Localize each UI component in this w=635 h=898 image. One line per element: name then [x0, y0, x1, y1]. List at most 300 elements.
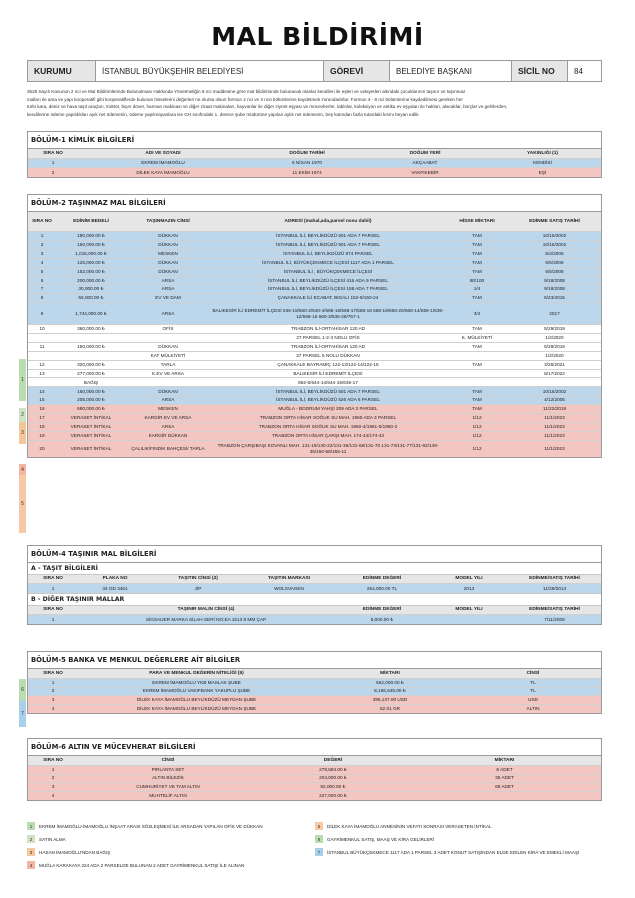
table-cell: TAM	[472, 233, 482, 239]
table-row	[28, 259, 601, 268]
legend-text: MUĞLA KARAKAYA 224 ADA 2 PARSELDE BULUNAN 2 ADET GAYRİMENKUL SATIŞI İLE ALINAN	[39, 862, 245, 868]
table-cell: İSTANBUL İLİ, BEYLİKDÜZÜ 501 ADA 7 PARSEL	[276, 233, 380, 239]
table-row	[28, 232, 601, 241]
table-row	[28, 285, 601, 294]
table-cell: 5/29/2019	[544, 344, 565, 350]
section-banka	[27, 651, 602, 714]
intro-line: türlü kara, deniz ve hava taşıt araçları, traktör, biçer döver, harman makinası ve diğer ziraat makinaları, hayvanlar ile diğer ziynet eşyası ve mücevherler, tablolar, koleksiyon ve antika ev eşyaları ile hakları, alacaklar, borçlar ve gelirlerden,	[27, 104, 508, 110]
table-cell: TAM	[472, 242, 482, 248]
column-header: MİKTARI	[380, 670, 400, 676]
column-header: EDİNİM BEDELİ	[73, 218, 109, 224]
table-cell: MUĞLA - BODRUM YAHŞİ 209 ADA 3 PARSEL	[278, 406, 378, 412]
table-cell: 1,015,000.00 ₺	[75, 250, 107, 256]
table-cell: 8,000.00 ₺	[370, 616, 394, 622]
table-cell: KARGİR EV VE ARSA	[144, 415, 192, 421]
table-cell: 278,584.00 ₺	[319, 766, 347, 772]
table-cell: 2	[40, 242, 44, 248]
table-cell: DÜKKAN	[158, 268, 178, 274]
side-marker-label: 5	[21, 501, 24, 507]
table-cell: 34 GD 3461	[102, 585, 128, 591]
intro-line: kendilerine ödeme yapıldıkları ayık net ödemenin, ödeme yapılmayanlara ise GH sınıfındaki 1. derece şube müdürüne yapılan aylık net ödemenin, beş katından fazla tutardaki kısmı beyan edilir.	[27, 111, 420, 117]
table-row	[28, 361, 601, 370]
legend-item	[27, 822, 263, 830]
side-marker-label: 7	[21, 711, 24, 717]
section-tasinmaz	[27, 194, 602, 458]
table-cell: 27 PARSEL 1-2-3 NOLU OFİS	[296, 335, 360, 341]
table-cell: DÜKKAN	[158, 344, 178, 350]
table-cell: 227,000.00 ₺	[319, 792, 347, 798]
table-cell: 277,000.00 ₺	[77, 370, 105, 376]
table-cell: 3	[40, 250, 44, 256]
table-cell: EKREM İMAMOĞLU VAKIFBANK YAKUPLU ŞUBE	[142, 688, 251, 694]
table-cell: 13	[39, 370, 45, 376]
column-header: ADRESİ (mahal,ada,parsel nosu dahil)	[284, 218, 372, 224]
table-cell: DÜKKAN	[158, 233, 178, 239]
side-marker-label: 4	[21, 466, 24, 473]
table-cell: 5/4/2005	[545, 250, 564, 256]
table-row	[28, 168, 601, 177]
table-row	[28, 250, 601, 259]
table-cell: 9	[40, 310, 44, 316]
table-cell: 17	[39, 415, 45, 421]
table-cell	[446, 378, 508, 386]
table-cell: VERASET İNTİKAL	[70, 415, 112, 421]
legend-swatch: 2	[27, 835, 35, 843]
table-cell: KAT MÜLKİYETİ	[150, 352, 186, 358]
table-cell: 11/1/2023	[544, 432, 565, 438]
table-cell: PIRLANTA SET	[151, 766, 185, 772]
side-marker	[19, 475, 26, 533]
table-cell: 14	[39, 388, 45, 394]
table-header-row	[28, 606, 601, 615]
column-header: SIRA NO	[43, 576, 63, 582]
table-row	[28, 423, 601, 432]
legend-item	[315, 835, 434, 843]
intro-paragraph	[27, 88, 602, 118]
table-cell: ARSA	[161, 310, 175, 316]
sicil-label: SİCİL NO	[512, 61, 568, 81]
table-header-row	[28, 575, 601, 584]
table-cell: 360,000.00 ₺	[77, 326, 105, 332]
side-marker	[19, 701, 26, 727]
table-cell: TRABZON İLİ-ORTAHİSAR 120 AD	[290, 326, 366, 332]
column-header: EDİNME DEĞERİ	[362, 607, 402, 613]
table-cell: İSTANBUL İLİ, BEYLİKDÜZÜ 526 ADA 6 PARSEL	[276, 397, 380, 403]
table-cell: TAM	[472, 397, 482, 403]
column-header: EDİNME/SATIŞ TARİHİ	[529, 607, 580, 613]
table-cell: 1/4	[473, 286, 481, 292]
legend-swatch: 5	[315, 822, 323, 830]
legend-item	[315, 822, 492, 830]
table-cell: EKREM İMAMOĞLU YKB MASLAK ŞUBE	[152, 679, 241, 685]
legend-item	[27, 848, 110, 856]
table-header-row	[28, 149, 601, 159]
table-cell: TAM	[472, 250, 482, 256]
column-header: SIRA NO	[32, 218, 52, 224]
table-cell: 4	[40, 259, 44, 265]
column-header: DOĞUM YERİ	[409, 150, 441, 156]
table-row	[28, 775, 601, 784]
table-row	[28, 396, 601, 405]
table-cell: 35 ADET	[495, 775, 514, 781]
legend-swatch: 1	[27, 822, 35, 830]
column-header: TAŞITIN MARKASI	[267, 576, 310, 582]
table-row	[28, 378, 601, 387]
table-cell: 2	[51, 688, 55, 694]
table-cell	[446, 370, 508, 378]
table-cell: 6 NİSAN 1970	[292, 160, 322, 166]
column-header: PARA VE MENKUL DEĞERİN NİTELİĞİ (5)	[149, 670, 244, 676]
section-title: BÖLÜM-6 ALTIN VE MÜCEVHERAT BİLGİLERİ	[28, 739, 601, 756]
table-cell	[126, 378, 210, 386]
table-cell: SİGSAUER MARKA SİLAH SERİ NO:EA 1613 9 MM ÇAP	[145, 616, 267, 622]
table-cell: 80/100	[469, 277, 485, 283]
table-cell: 152,000.00 ₺	[77, 268, 105, 274]
table-row	[28, 405, 601, 414]
table-cell: TARLA	[160, 361, 176, 367]
side-marker	[19, 464, 26, 475]
table-cell: BAĞIŞ	[83, 379, 99, 385]
table-cell: DÜKKAN	[158, 242, 178, 248]
table-cell: 11/1/2023	[544, 445, 565, 451]
header-bar	[27, 60, 602, 82]
table-cell: TAM	[472, 388, 482, 394]
column-header: SIRA NO	[43, 670, 63, 676]
column-header: MODEL YILI	[455, 576, 483, 582]
table-cell: USD	[528, 696, 538, 702]
table-cell: 5	[40, 268, 44, 274]
table-cell: 1/2/2020	[545, 335, 564, 341]
legend-item	[27, 861, 244, 869]
table-cell: 7	[40, 286, 44, 292]
table-cell: İSTANBUL İLİ, BEYLİKDÜZÜ 501 ADA 7 PARSEL	[276, 242, 380, 248]
table-cell: KARGİR DÜKKAN	[148, 432, 188, 438]
table-cell: 4/12/2005	[544, 397, 565, 403]
table-cell: TAM	[472, 361, 482, 367]
table-row	[28, 325, 601, 334]
table-cell: K. MÜLKİYETİ	[461, 335, 493, 341]
table-cell: 6/5/2008	[545, 259, 564, 265]
table-cell: 8/17/2022	[544, 370, 565, 376]
table-cell: 1	[51, 766, 55, 772]
intro-line: malları ile arsa ve yapı kooperatifi gibi kooperatiflerde bulunan hisselerini değerleri ne olursa olsun formun 2 nci ve 3 ncü bölümlerine kaydetmek zorundadırlar. Formun 4 - 8 nci bölümlerine kaydedilmesi gereken her	[27, 96, 463, 102]
table-row	[28, 766, 601, 775]
legend-text: GAYRİMENKUL SATIŞ, MAAŞ VE KİRA GELİRLERİ	[327, 836, 435, 842]
section-title: BÖLÜM-2 TAŞINMAZ MAL BİLGİLERİ	[28, 195, 601, 212]
table-cell: 10	[39, 326, 45, 332]
side-marker-label: 1	[21, 377, 24, 383]
table-cell: ARSA	[161, 277, 175, 283]
section-title: BÖLÜM-4 TAŞINIR MAL BİLGİLERİ	[28, 546, 601, 563]
table-cell: 16	[39, 406, 45, 412]
table-cell: İSTANBUL İLİ, BEYLİKDÜZÜ İLÇESİ 416 ADA 9 PARSEL	[267, 277, 388, 283]
table-cell: 20	[39, 445, 45, 451]
table-cell: DİLEK KAYA İMAMOĞLU BEYLİKDÜZÜ MEYDAN ŞUBE	[136, 696, 257, 702]
table-cell: TRABZON ORTA HİSAR SOĞUK SU MAH. 1960 ADA 3 PARSEL	[259, 415, 397, 421]
side-marker	[19, 422, 26, 444]
table-cell: 6	[40, 277, 44, 283]
table-row	[28, 370, 601, 379]
table-cell: TAM	[472, 344, 482, 350]
legend-text: HASAN İMAMOĞLU'NDAN BAĞIŞ	[39, 849, 111, 855]
column-header: CİNSİ	[161, 757, 175, 763]
table-cell: 2017	[549, 310, 560, 316]
column-header: SIRA NO	[43, 757, 63, 763]
table-cell: EŞİ	[538, 169, 547, 175]
table-cell: 19	[39, 432, 45, 438]
table-cell: 1/12	[472, 415, 482, 421]
column-header: SIRA NO	[43, 150, 63, 156]
table-cell: TRABZON ÇARŞIBAŞI KOVANLI MAH. 131-19/130-22/131-36/131-68/131-70 131-73/131-77/131-92/149-36/150-58/155-11	[217, 443, 439, 454]
altin-table	[28, 756, 601, 800]
table-cell: DİLEK KAYA İMAMOĞLU	[136, 169, 190, 175]
table-cell: ALTIN	[526, 705, 540, 711]
table-cell: ÇALILIK/FINDIK BAHÇESİ/ TARLA	[131, 445, 205, 451]
table-cell: 180,000.00 ₺	[77, 233, 105, 239]
table-cell: TAM	[472, 259, 482, 265]
legend-text: SATIN ALMA	[39, 836, 66, 842]
column-header: MODEL YILI	[455, 607, 483, 613]
table-cell: ÇANAKKALE BAYRAMİÇ 122-13/122-14/122-15	[277, 361, 379, 367]
column-header: TAŞITIN CİNSİ (3)	[178, 576, 218, 582]
table-cell: 8	[40, 295, 44, 301]
column-header: PLAKA NO	[102, 576, 128, 582]
table-cell	[56, 334, 126, 342]
table-cell: 11 EKİM 1974	[292, 169, 322, 175]
table-cell: 92,000.00 ₺	[320, 783, 346, 789]
table-cell: 11/1/2023	[544, 424, 565, 430]
table-cell: 254,000.00 TL	[366, 585, 398, 591]
table-cell: 68 ADET	[495, 783, 514, 789]
table-cell	[28, 378, 56, 386]
table-cell: 4	[51, 705, 55, 711]
side-marker	[19, 679, 26, 701]
legend-text: İSTANBUL BÜYÜKÇEKMECE 1117 ADA 1 PARSEL 3 ADET KONUT SATIŞINDAN ELDE EDİLEN KİRA VE EMEKLİ MAAŞI	[327, 849, 580, 855]
legend-item	[27, 835, 66, 843]
table-cell: 2	[51, 169, 55, 175]
table-cell: BALIKESİR İLİ EDREMİT İLÇESİ	[293, 370, 363, 376]
table-cell: 125,000.00 ₺	[77, 259, 105, 265]
table-row	[28, 792, 601, 801]
section-tasinir	[27, 545, 602, 625]
table-cell: 3	[51, 783, 55, 789]
table-cell: 11/29/2013	[542, 585, 567, 591]
table-cell: DÜKKAN	[158, 388, 178, 394]
legend-swatch: 4	[27, 861, 35, 869]
table-cell: ALTIN BİLEZİK	[152, 775, 184, 781]
table-row	[28, 414, 601, 423]
table-cell: 1/2/2020	[545, 352, 564, 358]
table-cell: TAM	[472, 268, 482, 274]
column-header: TAŞINMAZIN CİNSİ	[146, 218, 190, 224]
table-header-row	[28, 669, 601, 679]
column-header: HİSSE MİKTARI	[459, 218, 495, 224]
table-cell: TRABZON ORTA HİSAR ÇARŞI MAH. 174-44/174-43	[271, 432, 385, 438]
gorev-label: GÖREVİ	[324, 61, 390, 81]
section-altin	[27, 738, 602, 801]
table-cell: İSTANBUL İLİ , BÜYÜKÇEKMECE İLÇESİ	[283, 268, 373, 274]
table-header-row	[28, 756, 601, 766]
table-cell: İSTANBUL İLİ, BEYLİKDÜZÜ İLÇESİ 158 ADA 7 PARSEL	[267, 286, 388, 292]
table-cell: 11	[39, 344, 45, 350]
table-cell: CUMHURİYET VE TAM ALTIN	[136, 783, 200, 789]
table-row	[28, 294, 601, 303]
table-cell: VERASET İNTİKAL	[70, 424, 112, 430]
gorev-value: BELEDİYE BAŞKANI	[390, 61, 512, 81]
column-header: ADI VE SOYADI	[145, 150, 181, 156]
table-cell: 6/5/2008	[545, 268, 564, 274]
table-row	[28, 334, 601, 343]
table-cell: 18	[39, 424, 45, 430]
table-cell: TL	[530, 679, 536, 685]
table-cell: 200,000.00 ₺	[77, 277, 105, 283]
table-cell: OFİS	[162, 326, 174, 332]
table-cell: 9/18/2008	[544, 277, 565, 283]
table-row	[28, 584, 601, 593]
intro-line: 3628 Sayılı Kanunun 2 nci ve Mal Bildirimlerinde Bulunulması Hakkında Yönetmeliğin 8 nci maddesine göre mal bildiriminde bulunacak olanlar kendileri ile eşleri ve velayetleri altındaki çocuklarının taşınır ve taşınmaz	[27, 89, 466, 94]
section-title: BÖLÜM-1 KİMLİK BİLGİLERİ	[28, 132, 601, 149]
table-cell: AKÇAABAT	[412, 160, 438, 166]
legend-swatch: 7	[315, 848, 323, 856]
column-header: DOĞUM TARİHİ	[289, 150, 325, 156]
table-cell: MUHTELİF ALTIN	[149, 792, 187, 798]
table-row	[28, 276, 601, 285]
column-header: DEĞERİ	[323, 757, 343, 763]
table-cell: JİP	[194, 585, 202, 591]
legend-item	[315, 848, 579, 856]
table-row	[28, 432, 601, 441]
table-cell: MESKEN	[158, 406, 178, 412]
banka-table	[28, 669, 601, 713]
table-cell: 150,000.00 ₺	[77, 344, 105, 350]
table-cell: 8,166,645.00 ₺	[374, 688, 406, 694]
table-cell: 1/12	[472, 445, 482, 451]
side-marker-label: 3	[21, 430, 24, 436]
table-cell: ÇANAKKALE İLİ ECABAT, BIGALI 152-8/150-24	[277, 295, 379, 301]
table-cell	[126, 334, 210, 342]
table-cell: 1	[51, 679, 55, 685]
table-cell: İSTANBUL İLİ, BÜYÜKÇEKMECE İLÇESİ 1117 ADA 1 PARSEL	[262, 259, 394, 265]
section-title: BÖLÜM-5 BANKA VE MENKUL DEĞERLERE AİT BİLGİLER	[28, 652, 601, 669]
table-cell: KENDİSİ	[533, 160, 552, 166]
table-cell: 562,000.00 ₺	[376, 679, 404, 685]
table-cell: 160,000.00 ₺	[77, 388, 105, 394]
column-header: EDİNME/SATIŞ TARİHİ	[529, 576, 580, 582]
table-row	[28, 352, 601, 361]
table-cell: VERASET İNTİKAL	[70, 432, 112, 438]
table-row	[28, 615, 601, 624]
table-cell: ARSA	[161, 397, 175, 403]
table-cell: 8 ADET	[496, 766, 513, 772]
side-marker	[19, 359, 26, 401]
legend-text: DİLEK KAYA İMAMOĞLU ANNESİNİN VEFATI SONRASI VERASETEN İNTİKAL	[327, 823, 492, 829]
table-cell: 3	[51, 696, 55, 702]
legend-text: EKREM İMAMOĞLU-İMAMOĞLU İNŞAAT ARASI SÖZLEŞMESİ İLE ARSADAN YAPILAN OFİS VE DÜKKAN	[39, 823, 263, 829]
table-cell: 1	[51, 585, 55, 591]
table-cell: 205,000.00 ₺	[77, 397, 105, 403]
table-cell: 204,000.00 ₺	[319, 775, 347, 781]
table-cell: 1	[51, 616, 55, 622]
table-cell: EKREM İMAMOĞLU	[141, 160, 185, 166]
table-cell: 11/22/2019	[542, 406, 567, 412]
table-row	[28, 268, 601, 277]
table-cell	[446, 352, 508, 360]
column-header: TAŞINIR MALIN CİNSİ (4)	[177, 607, 235, 613]
table-cell	[28, 334, 56, 342]
table-cell	[28, 352, 56, 360]
kurum-value: İSTANBUL BÜYÜKŞEHİR BELEDİYESİ	[96, 61, 324, 81]
table-cell: TL	[530, 688, 536, 694]
table-cell: DİLEK KAYA İMAMOĞLU BEYLİKDÜZÜ MEYDAN ŞUBE	[136, 705, 257, 711]
table-cell: 1,744,000.00 ₺	[75, 310, 107, 316]
table-cell: MESKEN	[158, 250, 178, 256]
table-row	[28, 343, 601, 352]
table-cell: 2013	[463, 585, 475, 591]
table-cell: İSTANBUL İLİ, BEYLİKDÜZÜ 874 PARSEL	[283, 250, 373, 256]
table-cell: TAM	[472, 295, 482, 301]
table-row	[28, 688, 601, 697]
diger-tasinir-table	[28, 606, 601, 624]
table-cell: 5/23/2016	[544, 295, 565, 301]
table-cell: 395,137.00 USD	[372, 696, 408, 702]
table-cell: TRABZON ORTA HİSAR SOĞUK SU MAH. 1960-4/1961-5/1960-2	[258, 424, 398, 430]
table-cell: 1	[51, 160, 55, 166]
table-row	[28, 783, 601, 792]
column-header: SIRA NO	[43, 607, 63, 613]
legend-swatch: 3	[27, 848, 35, 856]
table-cell: 27 PARSEL 5 NOLU DÜKKAN	[296, 352, 360, 358]
table-row	[28, 696, 601, 705]
table-cell: 11/1/2023	[544, 415, 565, 421]
section-kimlik	[27, 131, 602, 178]
side-marker-label: 2	[21, 412, 24, 418]
column-header: MİKTARI	[494, 757, 515, 763]
table-cell: K.EV VE ARSA	[151, 370, 185, 376]
table-cell: EV VE DAM	[155, 295, 181, 301]
subsection-title: A - TAŞIT BİLGİLERİ	[28, 563, 601, 575]
table-cell: 4	[51, 792, 55, 798]
table-cell: 1/12	[472, 432, 482, 438]
table-cell: 3/26/2021	[544, 361, 565, 367]
table-cell: 10/16/2002	[542, 233, 567, 239]
table-cell: 862-5/644-14/644-15/636-17	[298, 379, 358, 385]
table-cell	[508, 378, 601, 386]
table-cell: 7/11/2008	[544, 616, 565, 622]
tasit-table	[28, 575, 601, 593]
table-row	[28, 241, 601, 250]
subsection-title: B - DİĞER TAŞINIR MALLAR	[28, 593, 601, 606]
table-cell: İSTANBUL İLİ, BEYLİKDÜZÜ 501 ADA 7 PARSEL	[276, 388, 380, 394]
column-header: EDİNME SATIŞ TARİHİ	[529, 218, 580, 224]
table-cell: 55,000.00 ₺	[78, 295, 104, 301]
table-cell: TAM	[472, 326, 482, 332]
table-cell: 30,000.00 ₺	[78, 286, 104, 292]
table-cell: BALIKESİR İLİ EDREMİT İLÇESİ 636-19/660-2/640-4/668-16/668-17/668-18 668-19/668-20/668-14/659-1/636-12/668-15 660-3/636-28/767-1	[212, 308, 444, 319]
table-cell: 1	[40, 233, 44, 239]
table-cell: DÜKKAN	[158, 259, 178, 265]
table-cell	[408, 792, 601, 801]
column-header: EDİNME DEĞERİ	[362, 576, 402, 582]
table-row	[28, 303, 601, 325]
legend-swatch: 6	[315, 835, 323, 843]
table-cell: 15	[39, 397, 45, 403]
table-cell: ARSA	[161, 424, 175, 430]
table-row	[28, 441, 601, 457]
table-cell: TRABZON İLİ-ORTAHİSAR 120 AD	[290, 344, 366, 350]
sicil-value: 84	[574, 66, 583, 76]
table-cell: 320,000.00 ₺	[77, 361, 105, 367]
kimlik-table	[28, 149, 601, 177]
